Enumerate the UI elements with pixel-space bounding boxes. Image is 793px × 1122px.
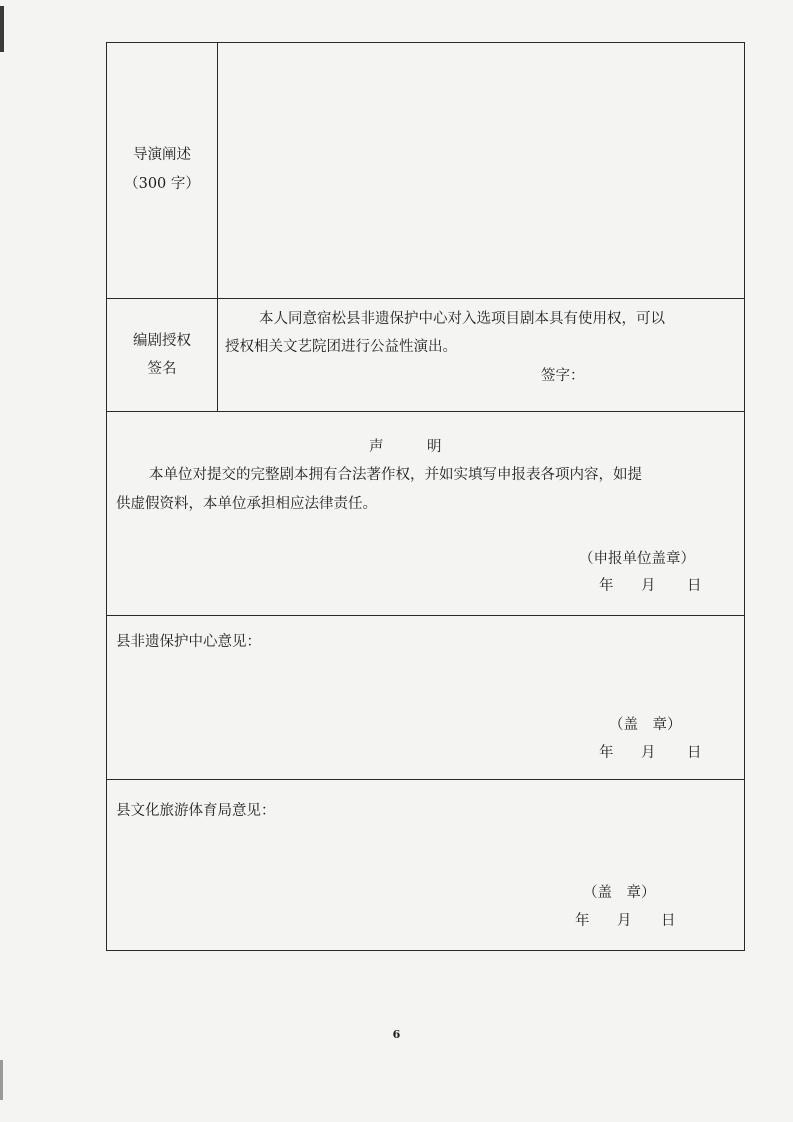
date-month: 月 (617, 913, 632, 929)
scan-edge-mark (0, 6, 4, 52)
date-year: 年 (599, 745, 614, 761)
heritage-center-opinion-label: 县非遗保护中心意见： (116, 634, 261, 650)
row-divider (107, 411, 744, 412)
signature-label: 签字： (541, 368, 585, 384)
seal-note: （申报单位盖章） (579, 551, 695, 567)
authorization-text-line1: 本人同意宿松县非遗保护中心对入选项目剧本具有使用权，可以 (259, 311, 665, 327)
culture-bureau-opinion-field[interactable] (116, 827, 736, 879)
date-year: 年 (599, 578, 614, 594)
date-year: 年 (575, 913, 590, 929)
heritage-center-opinion-field[interactable] (116, 657, 736, 715)
declaration-title-char-1: 声 (369, 439, 384, 455)
date-day: 日 (687, 578, 702, 594)
culture-bureau-opinion-label: 县文化旅游体育局意见： (116, 803, 276, 819)
signature-field[interactable] (587, 365, 737, 387)
seal-note: （盖 章） (609, 717, 682, 733)
label-column-divider (217, 43, 218, 411)
date-month: 月 (641, 578, 656, 594)
declaration-text-line1: 本单位对提交的完整剧本拥有合法著作权，并如实填写申报表各项内容，如提 (149, 467, 642, 483)
declaration-text-line2: 供虚假资料，本单位承担相应法律责任。 (116, 496, 377, 512)
row-divider (107, 779, 744, 780)
date-day: 日 (661, 913, 676, 929)
playwright-signature-label: 签名 (147, 361, 177, 377)
row-divider (107, 615, 744, 616)
authorization-text-line2: 授权相关文艺院团进行公益性演出。 (225, 339, 457, 355)
director-statement-label: 导演阐述 (133, 147, 191, 163)
application-form-table (106, 42, 745, 951)
seal-note: （盖 章） (583, 885, 656, 901)
date-month: 月 (641, 745, 656, 761)
date-day: 日 (687, 745, 702, 761)
scan-edge-mark (0, 1060, 3, 1100)
director-statement-limit: （300 字） (124, 176, 200, 192)
page-number: 6 (392, 1028, 401, 1041)
row-divider (107, 298, 744, 299)
director-statement-field[interactable] (219, 45, 741, 295)
playwright-authorization-label: 编剧授权 (133, 333, 191, 349)
declaration-title-char-2: 明 (427, 439, 442, 455)
